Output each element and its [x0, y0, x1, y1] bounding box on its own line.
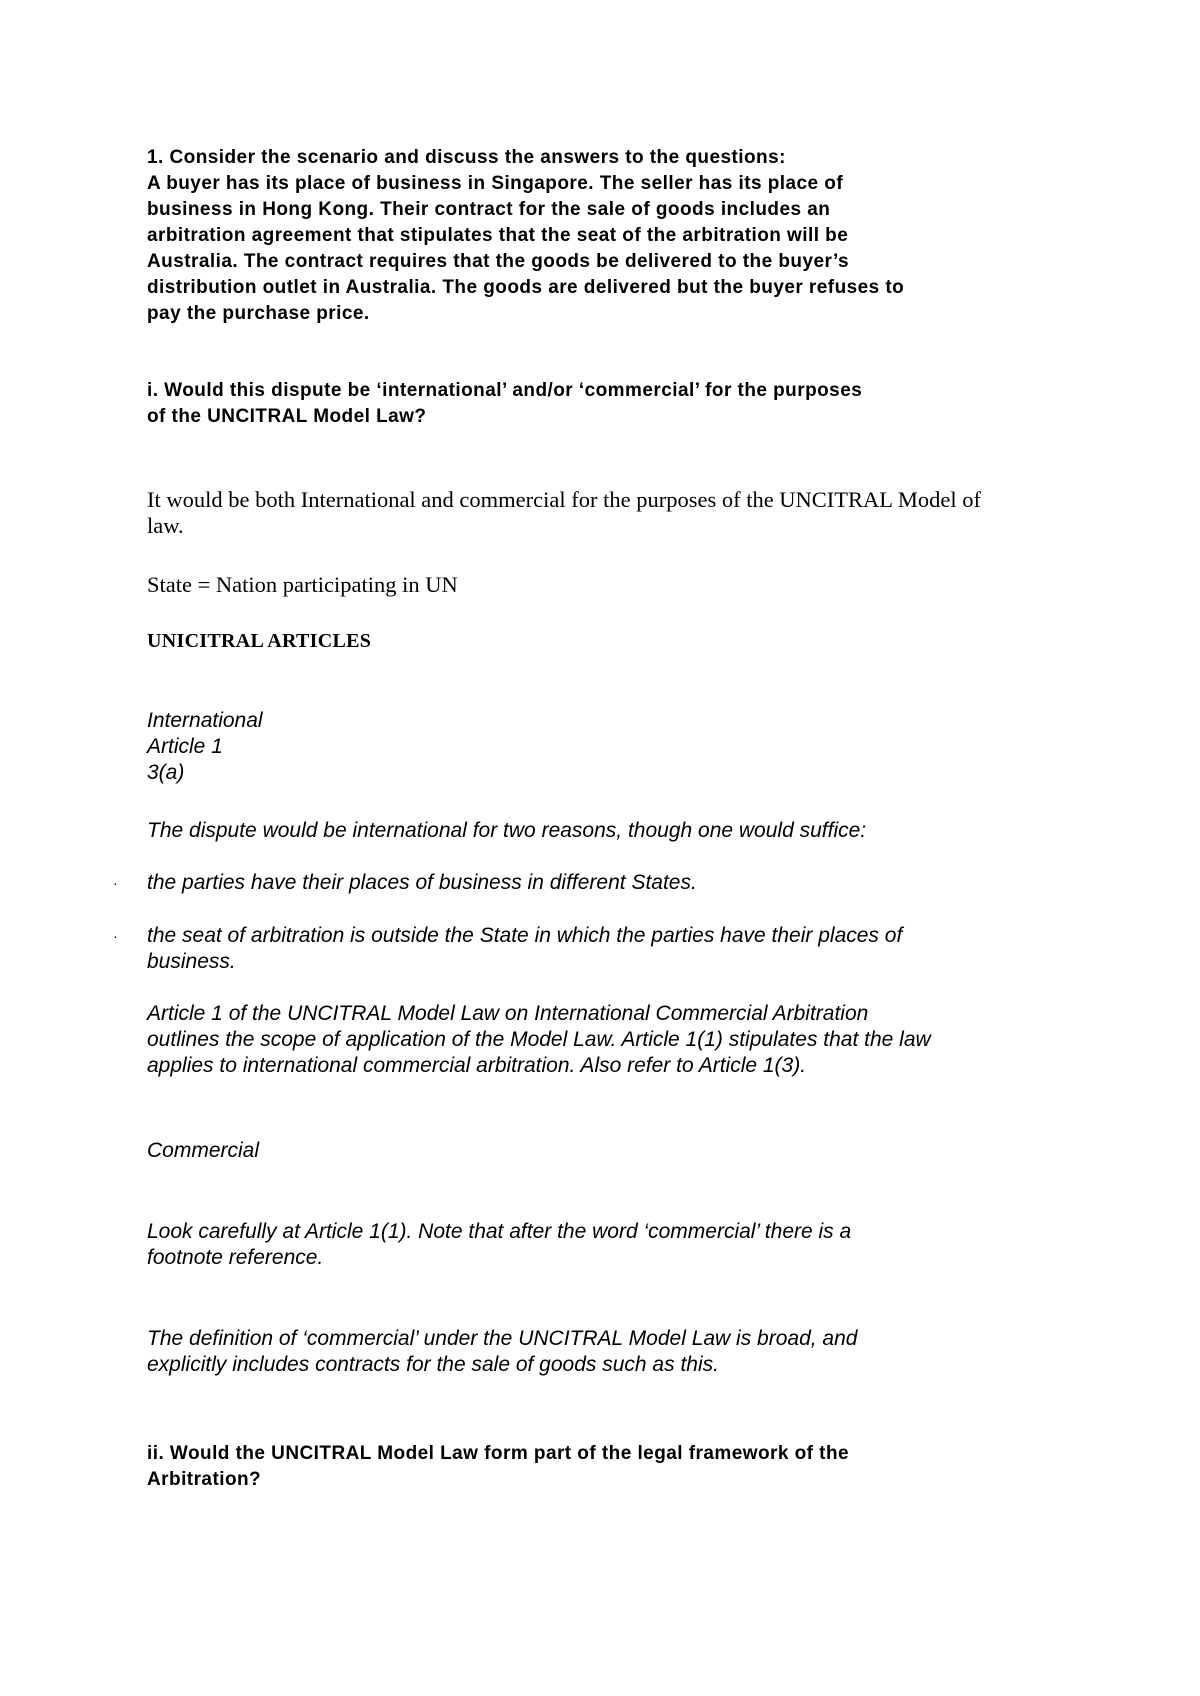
international-block — [147, 708, 263, 786]
question-1-block — [147, 145, 904, 327]
commercial-definition-line: The definition of ‘commercial’ under the UNCITRAL Model Law is broad, and — [147, 1327, 858, 1350]
bullet-text: business. — [147, 950, 236, 973]
sub-question-ii-line: Arbitration? — [147, 1469, 262, 1490]
commercial-label: Commercial — [147, 1139, 260, 1162]
article-1-paragraph — [147, 1001, 931, 1079]
scenario-line: pay the purchase price. — [147, 303, 370, 324]
question-1-heading: 1. Consider the scenario and discuss the answers to the questions: — [147, 147, 786, 168]
article-paragraph-line: outlines the scope of application of the Model Law. Article 1(1) stipulates that the law — [147, 1028, 931, 1051]
clause-reference: 3(a) — [147, 761, 185, 784]
sub-question-ii-line: ii. Would the UNCITRAL Model Law form part of the legal framework of the — [147, 1443, 850, 1464]
articles-heading: UNICITRAL ARTICLES — [147, 630, 372, 652]
article-paragraph-line: applies to international commercial arbitration. Also refer to Article 1(3). — [147, 1054, 807, 1077]
international-intro: The dispute would be international for two reasons, though one would suffice: — [147, 819, 867, 842]
international-label: International — [147, 709, 263, 732]
article-paragraph-line: Article 1 of the UNCITRAL Model Law on International Commercial Arbitration — [147, 1002, 869, 1025]
commercial-definition-line: explicitly includes contracts for the sale of goods such as this. — [147, 1353, 719, 1376]
bullet-text: the seat of arbitration is outside the State in which the parties have their places of — [147, 924, 903, 947]
scenario-line: arbitration agreement that stipulates that the seat of the arbitration will be — [147, 225, 849, 246]
answer-i-line: law. — [147, 513, 184, 538]
bullet-marker: · — [113, 928, 118, 944]
state-note: State = Nation participating in UN — [147, 572, 458, 597]
answer-i-paragraph — [147, 487, 981, 539]
sub-question-i-line: i. Would this dispute be ‘international’ and/or ‘commercial’ for the purposes — [147, 380, 863, 401]
sub-question-ii — [147, 1441, 849, 1493]
scenario-line: business in Hong Kong. Their contract for the sale of goods includes an — [147, 199, 831, 220]
commercial-definition-paragraph — [147, 1326, 857, 1378]
scenario-line: Australia. The contract requires that the goods be delivered to the buyer’s — [147, 251, 850, 272]
bullet-text: the parties have their places of business in different States. — [147, 871, 697, 894]
article-reference: Article 1 — [147, 735, 223, 758]
commercial-footnote-line: Look carefully at Article 1(1). Note that after the word ‘commercial’ there is a — [147, 1220, 852, 1243]
scenario-line: distribution outlet in Australia. The goods are delivered but the buyer refuses to — [147, 277, 905, 298]
scenario-line: A buyer has its place of business in Singapore. The seller has its place of — [147, 173, 844, 194]
commercial-footnote-paragraph — [147, 1219, 851, 1271]
answer-i-line: It would be both International and commercial for the purposes of the UNCITRAL Model of — [147, 487, 981, 512]
bullet-item — [147, 923, 902, 975]
sub-question-i — [147, 378, 862, 430]
commercial-footnote-line: footnote reference. — [147, 1246, 324, 1269]
sub-question-i-line: of the UNCITRAL Model Law? — [147, 406, 427, 427]
bullet-marker: · — [113, 875, 118, 891]
bullet-item — [147, 870, 697, 896]
